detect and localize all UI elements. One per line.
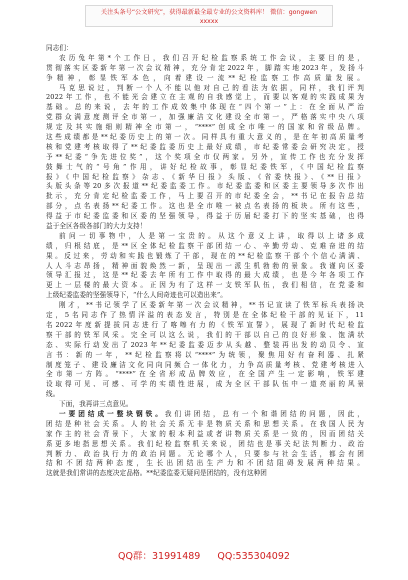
text-line: 2022年工作，也不能光会建立在主观的自我感觉上，而要以客观的实践成果为 <box>46 93 364 102</box>
banner-line-2: xxxxx <box>199 18 219 25</box>
footer-qq-group: QQ群：31991489 <box>118 551 201 562</box>
text-line: 线。 <box>46 390 60 399</box>
text-line: 鼓舞士气的“号角”作用，讲好纪检故事，彰显纪委铁军，《中国纪检监察 <box>46 162 364 171</box>
text-line: 名2022年度新提拔同志进行了喀嚓有力的《铁军宣誓》，展现了新时代纪检监 <box>46 320 364 329</box>
banner-line-1: 关注头条号“公文研究”，获得最新最全最专业的公文资料库！ 微信：gongwen <box>100 9 318 16</box>
text-line: 基础。总的来说，去年的工作成效集中体现在“四个第一”上：在全面从严治 <box>46 103 364 112</box>
text-line: 得益于市纪委监委和区委的坚强领导，得益于历届纪委打下的坚实基础，也得 <box>46 212 364 221</box>
text-line: 系更多地指思想关系。我们纪检监察机关来说，团结也是事关纪法判断力、政治 <box>46 439 364 448</box>
text-line: 态、实际行动发出了2023年**纪委监委迈步从头越、整装再出发的动员令、宣 <box>46 340 364 349</box>
text-line: 贯彻落实区委新年第一次会议精神，充分肯定2022年，脚踏实地2023年，发扬斗 <box>46 63 364 72</box>
text-line: 设取得可见、可感、可学的实绩性进展，成为全区干部队伍中一道亮丽的风景 <box>46 380 364 389</box>
text-line: 这就是我们常讲的态度决定品格。**纪委监委无疑问是团结的，没有这种团 <box>46 469 267 478</box>
text-line: 绩，归根结底，是**区全体纪检监察干部团结一心、辛勤劳动、克难奋进的结 <box>46 241 364 250</box>
text-line: 察干部的铁军风采。完全可以这么说，我们的干部以自己的良好形象、饱满状 <box>46 330 364 339</box>
text-line: 马克思说过，判断一个人不能以他对自己的看法为依据，同样，我们评判 <box>59 83 364 92</box>
text-line: 言书：新的一年，**纪检监察将以“****”为统领，聚焦用好有奋利器、扎紧 <box>46 350 364 359</box>
footer-qq: QQ:535304092 <box>217 551 290 562</box>
text-line: 核和党建考核取得了**纪委监委历史上最好成绩，市纪委常委会研究决定，授 <box>46 142 364 151</box>
text-line: 果。反过来，劳动和实践也锻炼了干部，现在的**纪检监察干部个个信心满满、 <box>46 251 364 260</box>
text-line: 部分，点名表扬**纪委工作。这也是全市唯一被点名表扬的板块。所有这些， <box>46 202 364 211</box>
text-line: 争精神，彰显铁军本色，向着建设一流**纪检监察工作高质量发展。 <box>46 73 364 82</box>
text-line: 定，5名同志作了热情洋溢的表态发言，特别是在全体纪检干部的见证下，11 <box>46 311 364 320</box>
document-body <box>46 44 364 479</box>
text-line: 头版头条等20多次报道**纪委监委工作。市纪委监委和区委主要领导多次作出 <box>46 182 364 191</box>
section-heading: 一要团结成一整块钢铁。 <box>59 409 165 418</box>
text-line: 领导汇报过，这是**纪委去年所有工作中取得的最大成绩，也是今年各项工作 <box>46 271 364 280</box>
text-line: 人人斗志昂扬，精神面貌焕然一新，呈现出一派生机勃勃的景象。我谨向区委 <box>46 261 364 270</box>
text-line: 刚才，**书记领学了区委新年第一次会议精神，**书记宣读了铁军标兵表扬决 <box>59 301 364 310</box>
text-line: 报》《中国纪检监察》杂志、《新华日报》头版、《省委快报》、《**日报》 <box>46 172 364 181</box>
header-banner <box>85 5 333 27</box>
text-line: 农历兔年第*个工作日，我们召开纪检监察系统工作会议，主要目的是， <box>59 53 364 62</box>
text-line: 前问一切事物中，人是第一宝贵的。从这个意义上讲，取得以上诸多成 <box>59 231 364 240</box>
text-line: 予**纪委“争先进位奖”，这个奖项全市仅两家。另外，宣传工作也充分发挥 <box>46 152 364 161</box>
text-line: 全市第一方阵。“****”在全省形成品牌效应，在全国产生一定影响，铁军建 <box>46 370 364 379</box>
footer-contact <box>0 548 408 562</box>
text-line: 更上一层楼的最大资本。正因为有了这样一支铁军队伍，我们相信，在党委和 <box>46 281 364 290</box>
text-line: 一要团结成一整块钢铁。我们讲团结，总有一个和谐团结的问题，因此， <box>59 409 364 418</box>
text-line: 批示，充分肯定纪检监委工作，马上要召开的市纪委全会，**书记在报告总结 <box>46 192 364 201</box>
paragraph-lines <box>46 54 364 479</box>
text-line: 团结是种社会关系。人的社会关系无非是物质关系和思想关系。在我国人民为 <box>46 419 364 428</box>
text-line: 益于全区各级各部门的大力支持！ <box>46 222 147 231</box>
text-line: 制度笼子、建设廉洁文化同向同频合一体化力，力争高质量考核、党建考核进入 <box>46 360 364 369</box>
text-line: 判断力、政治执行力的政治问题。无论哪个人，只要参与社会生活，都会有团 <box>46 449 364 458</box>
text-line: 规定及其实施细则精神全市第一，“****”创成全市唯一的国家和省级品牌。 <box>46 123 364 132</box>
text-line: 这些成绩都是**纪委历史上的第一次。同样具有重大意义的，是在年初高质量考 <box>46 133 364 142</box>
greeting: 同志们： <box>46 44 73 52</box>
text-line: 家作主的社会背景下，大家的根本利益或者讲物质关系是一致的，因而团结关 <box>46 429 364 438</box>
text-line: 上级纪委监委的坚强领导下，“什么人间奇迹也可以造出来”。 <box>46 291 227 300</box>
text-line: 党群众满意度测评全市第一，加强廉洁文化建设全市第一，严格落实中央八项 <box>46 113 364 122</box>
text-line: 结和不团结两种态度，生长出团结出生产力和不团结阻碍发展两种结果。 <box>46 459 364 468</box>
text-line: 下面，我再讲三点意见。 <box>59 400 133 409</box>
